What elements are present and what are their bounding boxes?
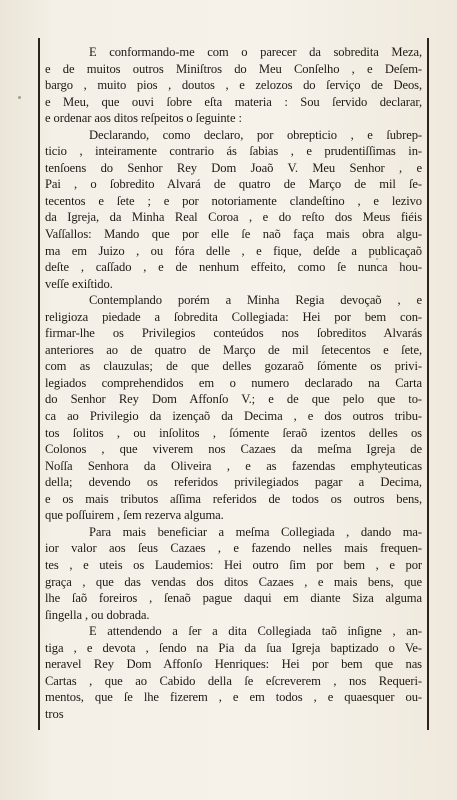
text-line: do Senhor Rey Dom Affonſo V.; e de que pelo que to- xyxy=(45,392,422,407)
text-line: Declarando, como declaro, por obrepticio , e ſubrep- xyxy=(89,127,422,142)
text-line: tos ſolitos , ou inſolitos , ſómente ſeraõ izentos delles os xyxy=(45,425,422,440)
text-line: ma em Juizo , ou fóra delle , e fique, deſde a publicaçaõ xyxy=(45,243,422,258)
text-line: tenſoens do Senhor Rey Dom Joaõ V. Meu Senhor , e xyxy=(45,160,422,175)
text-line: veſſe exiſtido. xyxy=(45,276,113,291)
text-line: della; devendo os referidos privilegiados pagar a Decima, xyxy=(45,475,422,490)
text-line: ſingella , ou dobrada. xyxy=(45,607,150,622)
text-line: E attendendo a ſer a dita Collegiada taõ inſigne , an- xyxy=(89,624,422,639)
paragraph xyxy=(45,292,422,524)
paragraph xyxy=(45,623,422,722)
text-line: deſte , caſſado , e de nenhum effeito, como ſe nunca hou- xyxy=(45,260,422,275)
text-line: com as clauzulas; de que delles gozaraõ ſómente os privi- xyxy=(45,359,422,374)
text-line: Contemplando porém a Minha Regia devoçaõ , e xyxy=(89,293,422,308)
text-line: ca ao Privilegio da izençaõ da Decima , e dos outros tribu- xyxy=(45,409,422,424)
text-line: tes , e uteis os Laudemios: Hei outro ſim por bem , e por xyxy=(45,557,422,572)
text-line: que poſſuirem , ſem rezerva alguma. xyxy=(45,508,224,523)
document-body-text xyxy=(45,44,422,722)
text-line: e os mais tributos aſſima referidos de todos os outros bens, xyxy=(45,491,422,506)
paragraph xyxy=(45,127,422,292)
text-line: anteriores ao de quatro de Março de mil ſetecentos e ſete, xyxy=(45,342,422,357)
text-line: Cartas , que ao Cabido della ſe eſcreverem , nos Requeri- xyxy=(45,673,422,688)
paragraph xyxy=(45,524,422,623)
text-line: legiados comprehendidos em o numero declarado na Carta xyxy=(45,375,422,390)
text-line: Noſſa Senhora da Oliveira , e as fazendas emphyteuticas xyxy=(45,458,422,473)
text-line: firmar-lhe os Privilegios conteúdos nos ſobreditos Alvarás xyxy=(45,326,422,341)
text-line: e de muitos outros Miniſtros do Meu Conſelho , e Deſem- xyxy=(45,61,422,76)
text-line: lhe ſaõ foreiros , ſenaõ pague daqui em diante Siza alguma xyxy=(45,591,422,606)
text-line: neravel Rey Dom Affonſo Henriques: Hei por bem que nas xyxy=(45,657,422,672)
text-line: tros xyxy=(45,706,64,721)
text-line: bargo , muito pios , doutos , e zelozos do ſerviço de Deos, xyxy=(45,78,422,93)
text-line: Colonos , que viverem nos Cazaes da meſma Igreja de xyxy=(45,442,422,457)
text-line: ticio , inteiramente contrario ás ſabias , e prudentiſſimas in- xyxy=(45,144,422,159)
text-line: e Meu, que ouvi ſobre eſta materia : Sou ſervido declarar, xyxy=(45,94,422,109)
text-line: e ordenar aos ditos reſpeitos o ſeguinte : xyxy=(45,111,242,126)
text-line: E conformando-me com o parecer da sobredita Meza, xyxy=(89,45,422,59)
left-border-rule xyxy=(38,38,40,730)
text-line: Para mais beneficiar a meſma Collegiada , dando ma- xyxy=(89,524,422,539)
text-line: ior valor aos ſeus Cazaes , e fazendo nelles mais frequen- xyxy=(45,541,422,556)
paragraph xyxy=(45,44,422,127)
text-line: mentos, que ſe lhe fizerem , e em todos , e quaesquer ou- xyxy=(45,690,422,705)
text-line: religioza piedade a ſobredita Collegiada: Hei por bem con- xyxy=(45,309,422,324)
paper-speck xyxy=(18,96,21,99)
text-line: graça , que das vendas dos ditos Cazaes , e mais bens, que xyxy=(45,574,422,589)
text-line: tiga , e devota , ſendo na Pia da ſua Igreja baptizado o Ve- xyxy=(45,640,422,655)
text-line: Vaſſallos: Mando que por elle ſe naõ faça mais obra algu- xyxy=(45,227,422,242)
text-line: Pai , o ſobredito Alvará de quatro de Março de mil ſe- xyxy=(45,177,422,192)
text-line: tecentos e ſete ; e por notoriamente clandeſtino , e lezivo xyxy=(45,193,422,208)
right-border-rule xyxy=(427,38,429,730)
text-line: da Igreja, da Minha Real Coroa , e do reſto dos Meus fiéis xyxy=(45,210,422,225)
